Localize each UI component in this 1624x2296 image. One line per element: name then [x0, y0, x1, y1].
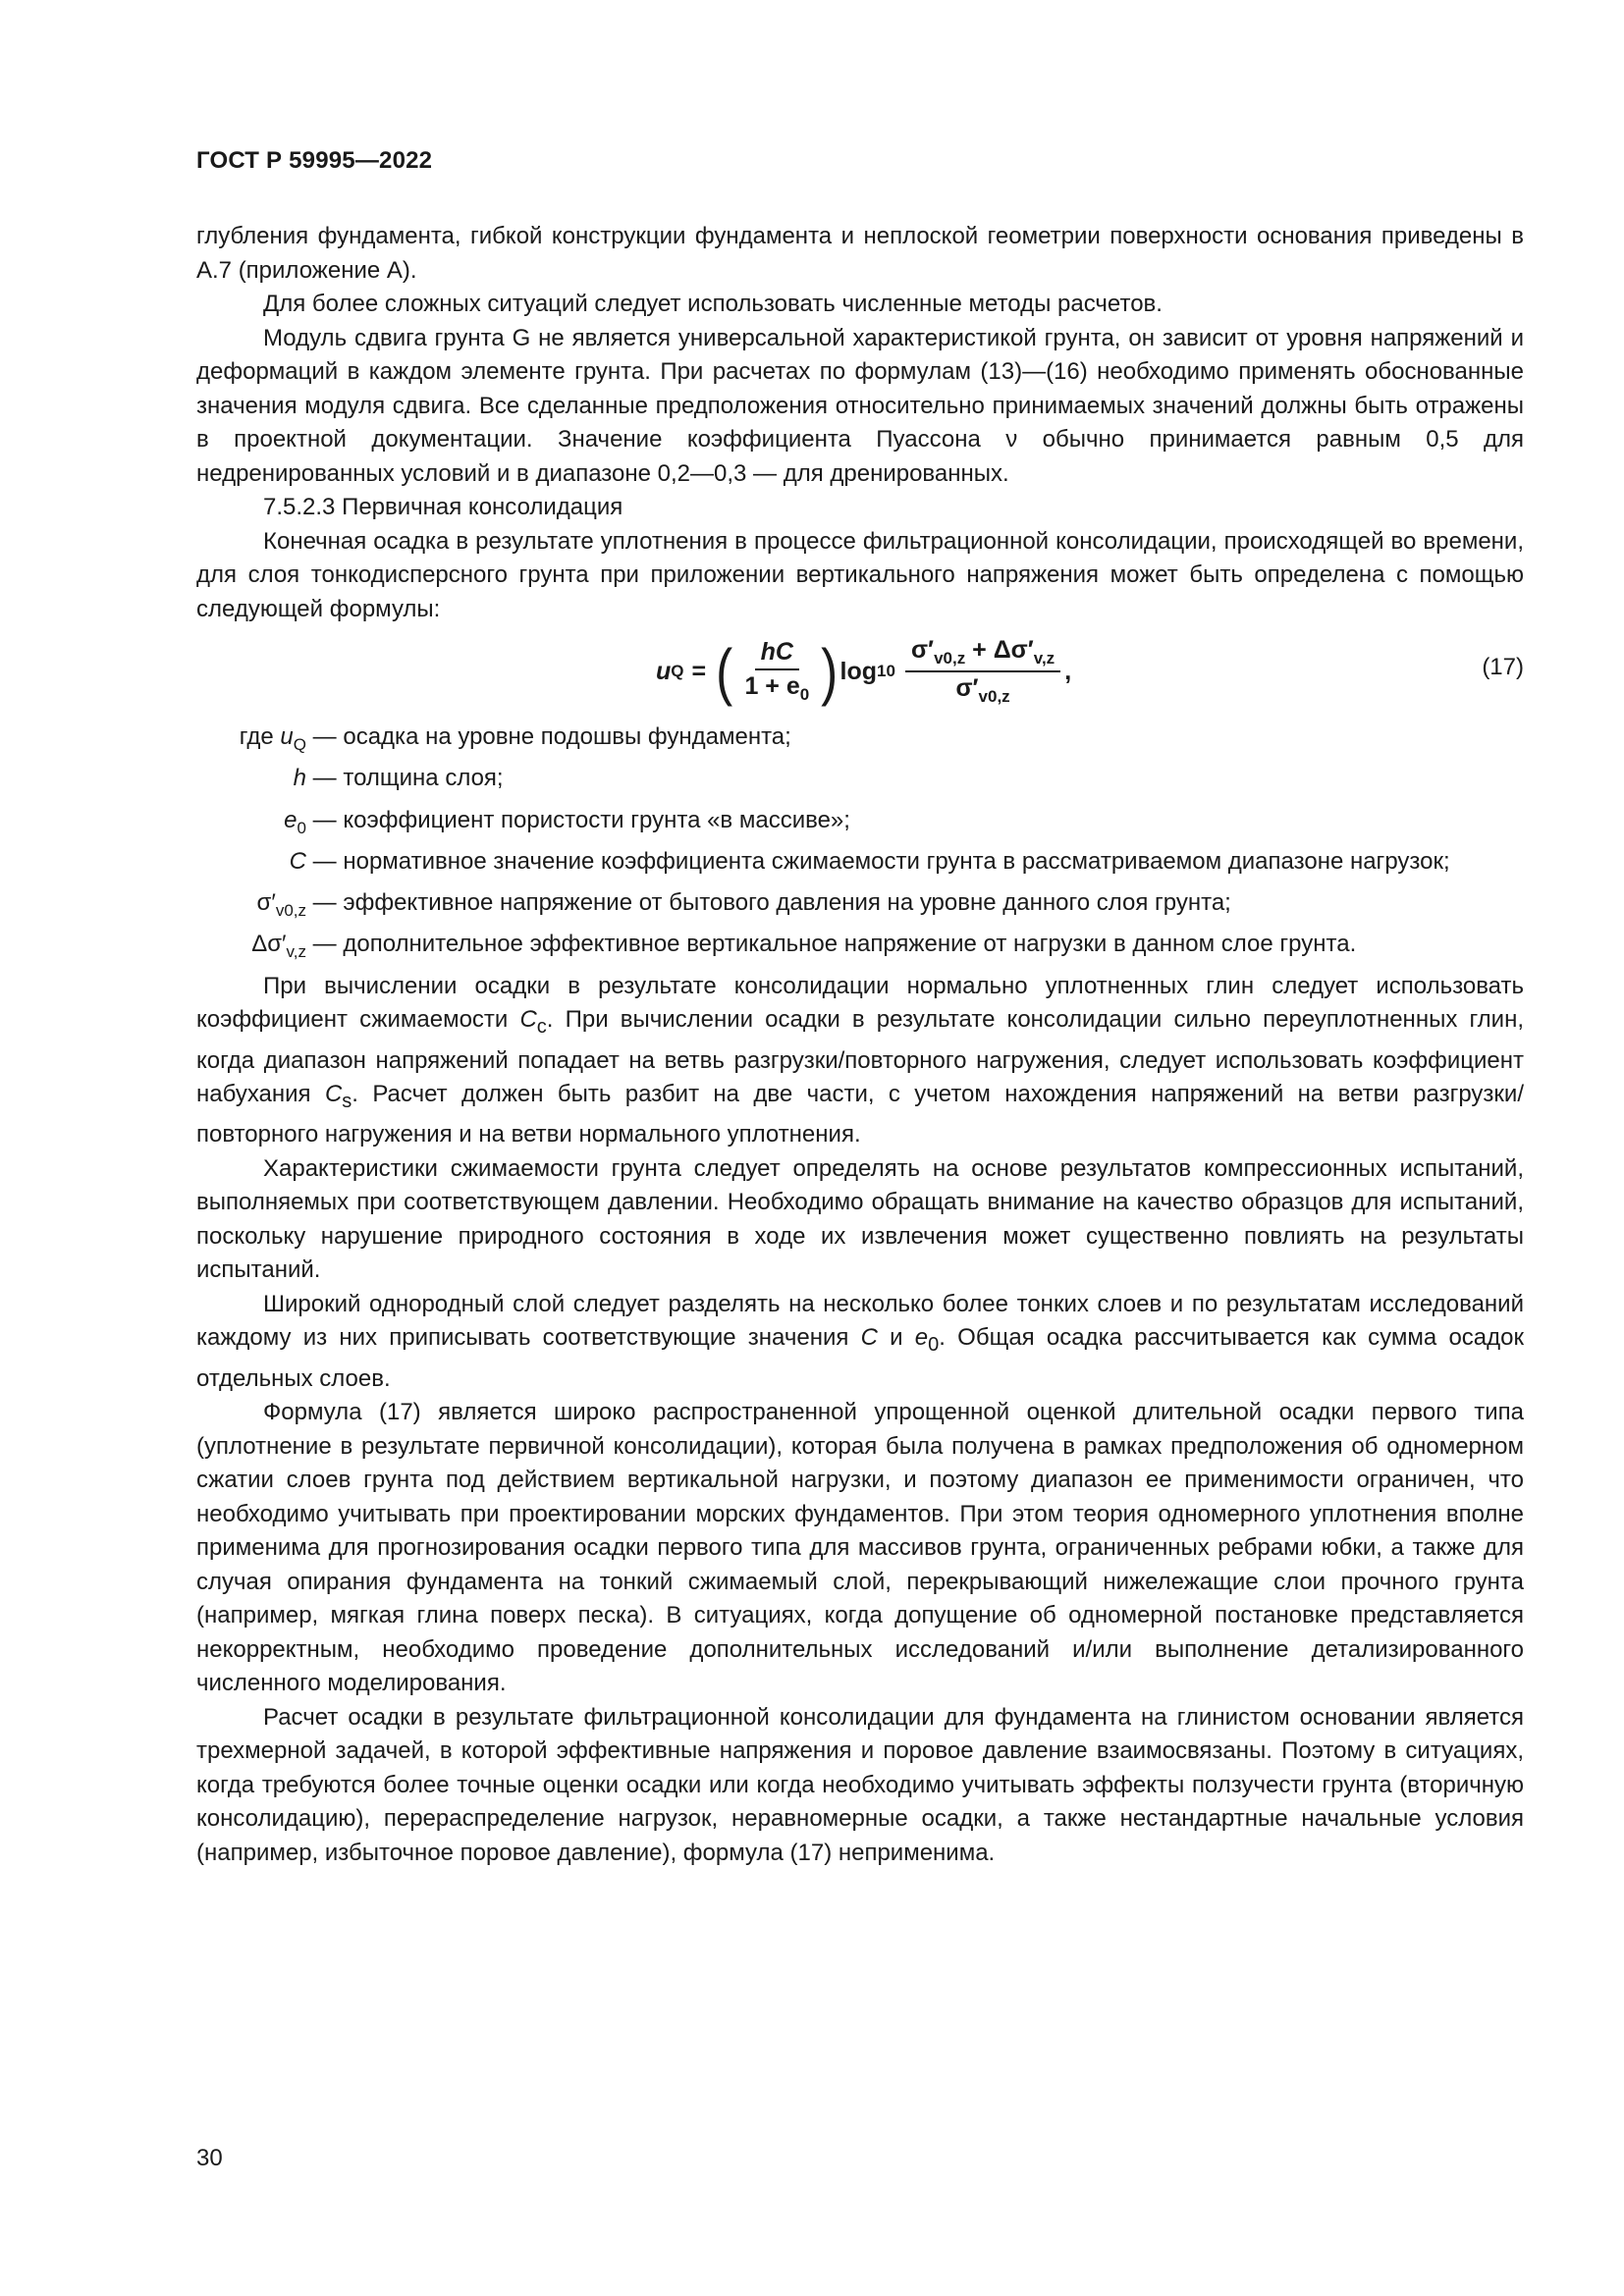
- section-heading: 7.5.2.3 Первичная консолидация: [263, 494, 623, 520]
- where-item: $\Delta\sigma'_{v,z}$ — дополнительное эффективное вертикальное напряжение от нагрузки в данном слое грунта.: [251, 931, 1357, 962]
- paragraph-intro: Конечная осадка в результате уплотнения в процессе фильтрационной консолидации, происходящей во времени, для слоя тонкодисперсного грунта при приложении вертикального напряжения может быть определена с помощью следующей формулы:: [196, 527, 1524, 622]
- where-item: $e_0$ — коэффициент пористости грунта «в массиве»;: [284, 806, 850, 837]
- paragraph-continuation: глубления фундамента, гибкой конструкции фундамента и неплоской геометрии поверхности основания приведены в А.7 (приложение А).: [196, 223, 1524, 284]
- formula-lhs: u: [656, 657, 672, 685]
- paragraph-numerical-methods: Для более сложных ситуаций следует использовать численные методы расчетов.: [263, 291, 1163, 317]
- formula-trailing-comma: ,: [1064, 657, 1072, 685]
- document-header: ГОСТ Р 59995—2022: [196, 147, 433, 174]
- page-number: 30: [196, 2145, 223, 2171]
- where-item: где $u_Q$ — осадка на уровне подошвы фундамента;: [239, 723, 791, 754]
- formula-log-sub: 10: [877, 662, 895, 680]
- paragraph-formula-applicability: Формула (17) является широко распространенной упрощенной оценкой длительной осадки первого типа (уплотнение в результате первичной консолидации), которая была получена в рамках предположения об одномерном сжатии слоев грунта под действием вертикальной нагрузки, и поэтому диапазон ее применимости ограничен, что необходимо учитывать при проектировании морских фундаментов. При этом теория одномерного уплотнения вполне применима для прогнозирования осадки первого типа для массивов грунта, ограниченных ребрами юбки, а также для случая опирания фундамента на тонкий сжимаемый слой, перекрывающий нижележащие слои прочного грунта (например, мягкая глина поверх песка). В ситуациях, когда допущение об одномерной постановке представляется некорректным, необходимо проведение дополнительных исследований и/или выполнение детализированного численного моделирования.: [196, 1399, 1524, 1697]
- where-item: h — толщина слоя;: [293, 765, 504, 792]
- paragraph-shear-modulus: Модуль сдвига грунта G не является универсальной характеристикой грунта, он зависит от уровня напряжений и деформаций в каждом элементе грунта. При расчетах по формулам (13)—(16) необходимо применять обоснованные значения модуля сдвига. Все сделанные предположения относительно принимаемых значений должны быть отражены в проектной документации. Значение коэффициента Пуассона ν обычно принимается равным 0,5 для недренированных условий и в диапазоне 0,2—0,3 — для дренированных.: [196, 324, 1524, 487]
- paragraph-compression-tests: Характеристики сжимаемости грунта следует определять на основе результатов компрессионных испытаний, выполняемых при соответствующем давлении. Необходимо обращать внимание на качество образцов для испытаний, поскольку нарушение природного состояния в ходе их извлечения может существенно повлиять на результаты испытаний.: [196, 1154, 1524, 1284]
- formula-expression: [656, 636, 1071, 707]
- right-paren: ): [821, 636, 839, 707]
- formula-eq: =: [691, 657, 707, 685]
- fraction-1-numerator: hC: [755, 638, 799, 670]
- formula-fraction-2: [905, 636, 1060, 707]
- left-paren: (: [716, 636, 733, 707]
- paragraph-compressibility: При вычислении осадки в результате консолидации нормально уплотненных глин следует использовать коэффициент сжимаемости $C_c$. При вычислении осадки в результате консолидации сильно переуплотненных глин, когда диапазон напряжений попадает на ветвь разгрузки/повторного нагружения, следует использовать коэффициент набухания $C_s$. Расчет должен быть разбит на две части, с учетом нахождения напряжений на ветви разгрузки/повторного нагружения и на ветви нормального уплотнения.: [196, 972, 1525, 1148]
- where-list: [196, 721, 1524, 970]
- fraction-1-denominator: $1 + e_0$: [744, 672, 810, 704]
- document-page: [196, 147, 1524, 1870]
- formula-17: [196, 632, 1524, 719]
- fraction-2-numerator: $\sigma'_{v0,z} + \Delta\sigma'_{v,z}$: [905, 636, 1060, 672]
- fraction-2-denominator: $\sigma'_{v0,z}$: [955, 674, 1010, 706]
- formula-fraction-1: [738, 638, 815, 705]
- formula-lhs-sub: Q: [671, 662, 684, 680]
- paragraph-3d-consolidation: Расчет осадки в результате фильтрационной консолидации для фундамента на глинистом основании является трехмерной задачей, в которой эффективные напряжения и поровое давление взаимосвязаны. Поэтому в ситуациях, когда требуются более точные оценки осадки или когда необходимо учитывать эффекты ползучести грунта (вторичную консолидацию), перераспределение нагрузок, неравномерные осадки, а также нестандартные начальные условия (например, избыточное поровое давление), формула (17) неприменима.: [196, 1703, 1524, 1866]
- where-lead: где: [239, 723, 274, 750]
- equation-number: (17): [1482, 654, 1524, 680]
- where-item: C — нормативное значение коэффициента сжимаемости грунта в рассматриваемом диапазоне нагрузок;: [289, 847, 1450, 875]
- where-item: $\sigma'_{v0,z}$ — эффективное напряжение от бытового давления на уровне данного слоя грунта;: [256, 889, 1231, 920]
- formula-log: log: [839, 657, 878, 685]
- paragraph-layers: Широкий однородный слой следует разделять на несколько более тонких слоев и по результатам исследований каждому из них приписывать соответствующие значения C и $e_0$. Общая осадка рассчитывается как сумма осадок отдельных слоев.: [196, 1290, 1524, 1392]
